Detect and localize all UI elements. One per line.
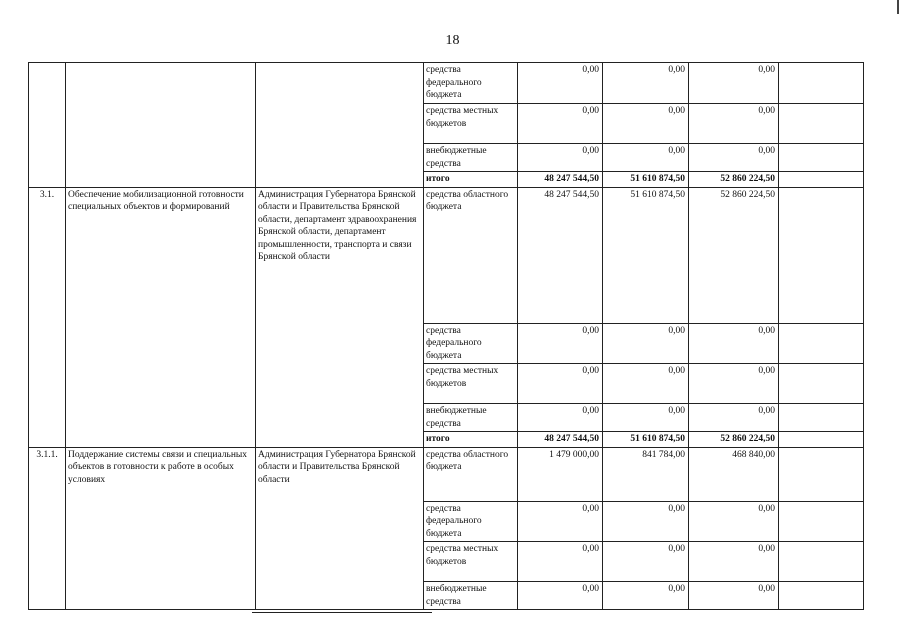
cell-value: 0,00 xyxy=(603,501,689,542)
table-row xyxy=(29,187,864,323)
cell-source: итого xyxy=(424,172,518,188)
cell-source: средства местных бюджетов xyxy=(424,542,518,582)
item-name: Поддержание системы связи и специальных объектов в готовности к работе в особых условиях xyxy=(66,447,256,610)
cell-value: 48 247 544,50 xyxy=(518,432,603,448)
cell-value: 0,00 xyxy=(603,104,689,144)
cell-value: 0,00 xyxy=(518,501,603,542)
page-number: 18 xyxy=(445,33,460,48)
cell-value: 0,00 xyxy=(689,404,779,432)
cell-value: 0,00 xyxy=(518,323,603,364)
cell-value: 48 247 544,50 xyxy=(518,187,603,323)
cell-empty xyxy=(779,144,864,172)
cell-empty xyxy=(779,187,864,323)
cell-value: 52 860 224,50 xyxy=(689,432,779,448)
cell-value: 841 784,00 xyxy=(603,447,689,501)
cell-empty xyxy=(779,542,864,582)
cell-value: 0,00 xyxy=(518,144,603,172)
cell-value: 0,00 xyxy=(603,542,689,582)
cell-value: 48 247 544,50 xyxy=(518,172,603,188)
cell-value: 0,00 xyxy=(689,542,779,582)
cell-value: 1 479 000,00 xyxy=(518,447,603,501)
cell-value: 52 860 224,50 xyxy=(689,187,779,323)
cell-value: 0,00 xyxy=(689,364,779,404)
cell-value: 0,00 xyxy=(518,582,603,610)
cell-empty xyxy=(779,404,864,432)
cell-source: средства местных бюджетов xyxy=(424,104,518,144)
cell-empty xyxy=(779,447,864,501)
cell-value: 0,00 xyxy=(689,501,779,542)
cell-value: 0,00 xyxy=(603,582,689,610)
cell-empty xyxy=(779,104,864,144)
cell-empty xyxy=(779,582,864,610)
cell-source: внебюджетные средства xyxy=(424,582,518,610)
cell-value: 0,00 xyxy=(689,323,779,364)
cell-value: 51 610 874,50 xyxy=(603,187,689,323)
cell-source: средства областного бюджета xyxy=(424,187,518,323)
cell-number xyxy=(29,63,66,188)
cell-value: 51 610 874,50 xyxy=(603,432,689,448)
cell-source: средства федерального бюджета xyxy=(424,501,518,542)
cell-value: 0,00 xyxy=(603,144,689,172)
cell-empty xyxy=(779,323,864,364)
cell-value: 0,00 xyxy=(518,404,603,432)
cell-value: 0,00 xyxy=(689,582,779,610)
cell-source: внебюджетные средства xyxy=(424,144,518,172)
cell-value: 0,00 xyxy=(518,63,603,104)
cell-source: внебюджетные средства xyxy=(424,404,518,432)
cell-empty xyxy=(779,432,864,448)
cell-value: 0,00 xyxy=(689,104,779,144)
cell-value: 0,00 xyxy=(518,542,603,582)
cell-empty xyxy=(779,364,864,404)
table-row xyxy=(29,447,864,501)
cell-value: 0,00 xyxy=(603,323,689,364)
cell-source: средства областного бюджета xyxy=(424,447,518,501)
scan-edge-mark xyxy=(897,0,899,14)
cell-empty xyxy=(779,172,864,188)
cell-source: средства федерального бюджета xyxy=(424,323,518,364)
item-number: 3.1.1. xyxy=(29,447,66,610)
cell-executor xyxy=(256,63,424,188)
table-row xyxy=(29,63,864,104)
cell-value: 0,00 xyxy=(603,404,689,432)
cell-value: 0,00 xyxy=(518,364,603,404)
cell-source: средства местных бюджетов xyxy=(424,364,518,404)
budget-table xyxy=(28,62,864,610)
cell-source: итого xyxy=(424,432,518,448)
item-name: Обеспечение мобилизационной готовности специальных объектов и формирований xyxy=(66,187,256,447)
cell-value: 0,00 xyxy=(518,104,603,144)
bottom-rule xyxy=(252,612,432,613)
item-executor: Администрация Губернатора Брянской области и Правительства Брянской области, департамент здравоохранения Брянской области, департамент промышленности, транспорта и связи Брянской области xyxy=(256,187,424,447)
cell-value: 52 860 224,50 xyxy=(689,172,779,188)
cell-value: 468 840,00 xyxy=(689,447,779,501)
cell-value: 0,00 xyxy=(603,63,689,104)
cell-value: 0,00 xyxy=(689,144,779,172)
item-number: 3.1. xyxy=(29,187,66,447)
cell-name xyxy=(66,63,256,188)
cell-empty xyxy=(779,63,864,104)
cell-empty xyxy=(779,501,864,542)
item-executor: Администрация Губернатора Брянской области и Правительства Брянской области xyxy=(256,447,424,610)
cell-value: 0,00 xyxy=(603,364,689,404)
cell-value: 0,00 xyxy=(689,63,779,104)
cell-source: средства федерального бюджета xyxy=(424,63,518,104)
cell-value: 51 610 874,50 xyxy=(603,172,689,188)
